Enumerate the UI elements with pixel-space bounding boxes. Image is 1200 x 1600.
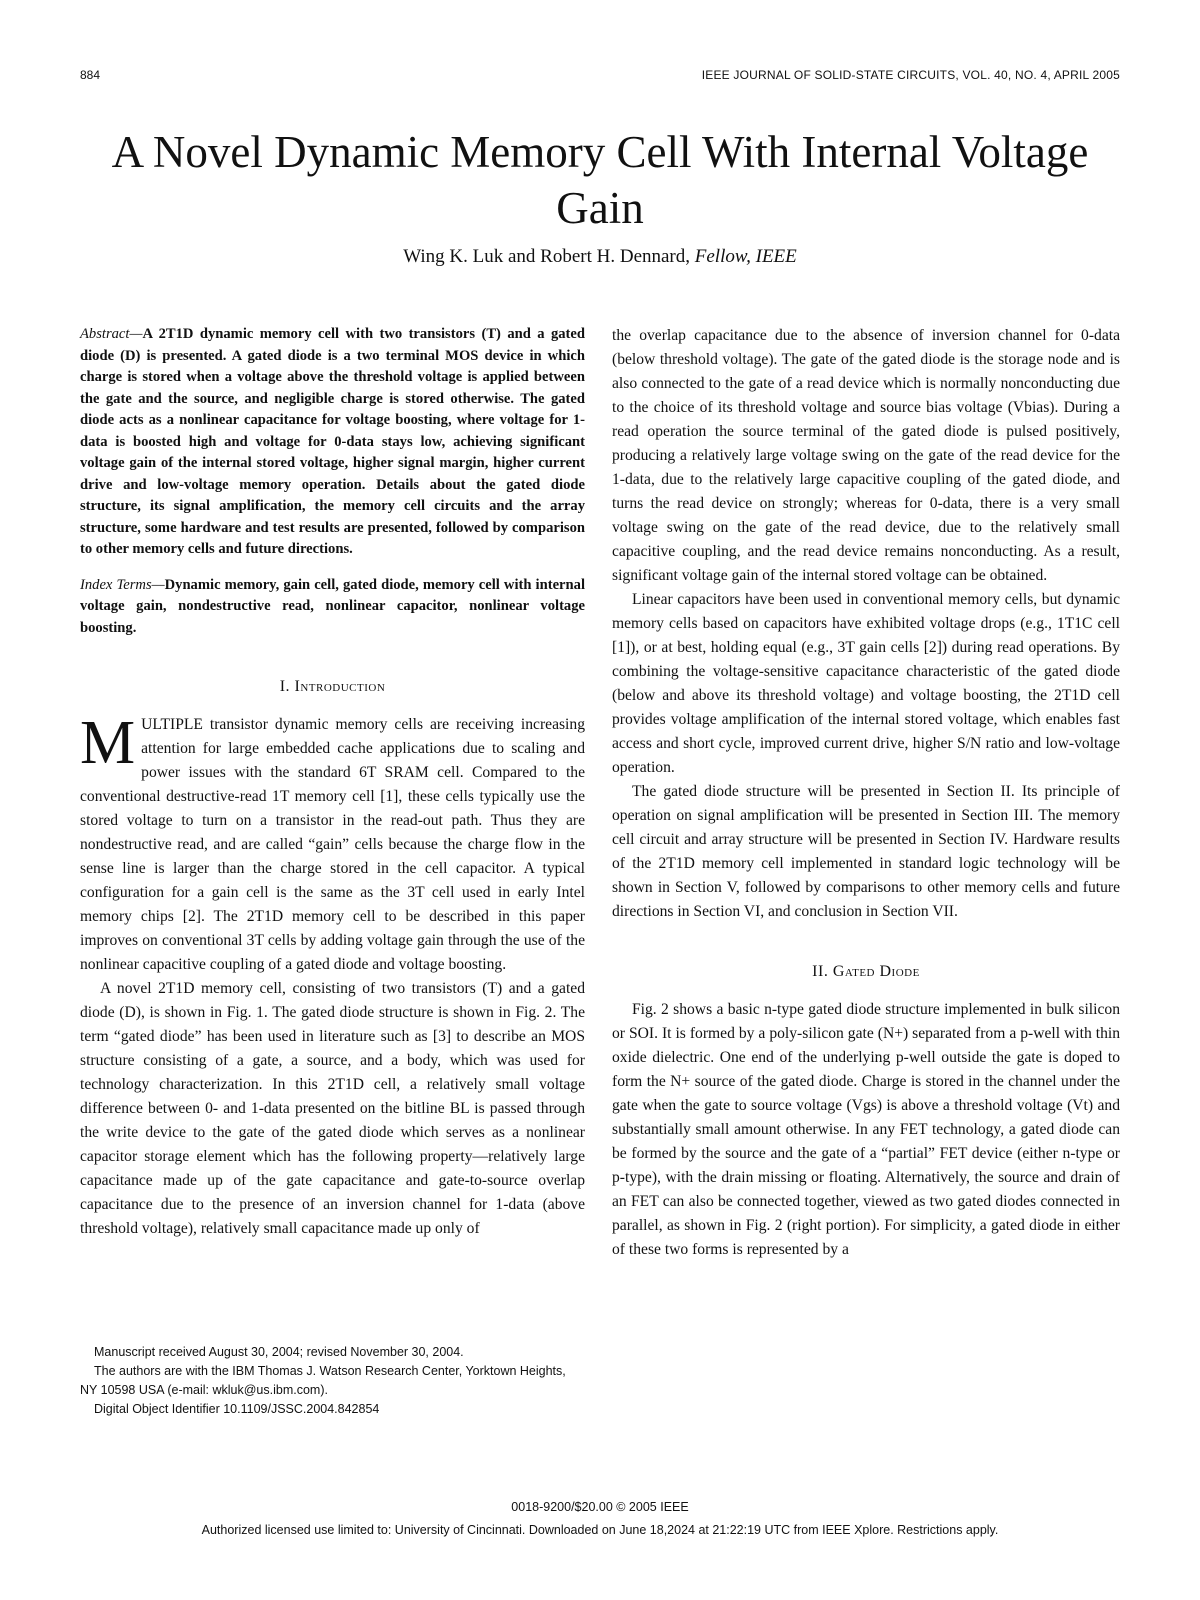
abstract-lead: Abstract— xyxy=(80,326,143,342)
abstract-text: A 2T1D dynamic memory cell with two transistors (T) and a gated diode (D) is presented. A gated diode is a two terminal MOS device in which charge is stored when a voltage above the threshold voltage is applied between the gate and the source, and negligible charge is stored otherwise. The gated diode acts as a nonlinear capacitance for voltage boosting, where voltage for 1-data is boosted high and voltage for 0-data stays low, achieving significant voltage gain of the internal stored voltage, higher signal margin, higher current drive and low-voltage memory operation. Details about the gated diode structure, its signal amplification, the memory cell circuits and the array structure, some hardware and test results are presented, followed by comparison to other memory cells and future directions. xyxy=(80,326,585,557)
footnote-affiliation: The authors are with the IBM Thomas J. Watson Research Center, Yorktown Heights, NY 10598 USA (e-mail: wkluk@us.ibm.com). xyxy=(80,1364,566,1397)
drop-cap: M xyxy=(80,709,136,777)
section-heading-introduction: I. Introduction xyxy=(279,678,386,695)
footnote-doi: Digital Object Identifier 10.1109/JSSC.2004.842854 xyxy=(94,1402,380,1416)
journal-header: IEEE JOURNAL OF SOLID-STATE CIRCUITS, VOL. 40, NO. 4, APRIL 2005 xyxy=(701,68,1120,82)
left-column xyxy=(80,324,585,1241)
section-heading-gated-diode: II. Gated Diode xyxy=(812,963,920,980)
footnotes xyxy=(80,1343,585,1419)
intro-paragraph-2-continued: the overlap capacitance due to the absence of inversion channel for 0-data (below threshold voltage). The gate of the gated diode is the storage node and is also connected to the gate of a read device which is normally nonconducting due to the choice of its threshold voltage and source bias voltage (Vbias). During a read operation the source terminal of the gated diode is pulsed positively, producing a relatively large voltage swing on the gate of the read device for the 1-data, due to the relatively large capacitive coupling of the gated diode, and turns the read device on strongly; whereas for 0-data, there is a very small voltage swing on the gate of the read device, due to the relatively small capacitive coupling, and the read device remains nonconducting. As a result, significant voltage gain of the internal stored voltage can be obtained. xyxy=(612,327,1120,584)
index-terms xyxy=(80,575,585,640)
intro-paragraph-3: Linear capacitors have been used in conventional memory cells, but dynamic memory cells based on capacitors have exhibited voltage drops (e.g., 1T1C cell [1]), or at best, holding equal (e.g., 3T gain cells [2]) during read operations. By combining the voltage-sensitive capacitance characteristic of the gated diode (below and above its threshold voltage) and voltage boosting, the 2T1D cell provides voltage amplification of the internal stored voltage, which enables fast access and short cycle, improved current drive, higher S/N ratio and low-voltage operation. xyxy=(612,591,1120,776)
paper-title: A Novel Dynamic Memory Cell With Internal Voltage Gain xyxy=(111,127,1089,233)
copyright-line: 0018-9200/$20.00 © 2005 IEEE xyxy=(511,1500,689,1514)
footnote-received: Manuscript received August 30, 2004; revised November 30, 2004. xyxy=(94,1345,464,1359)
right-column xyxy=(612,324,1120,1262)
author-line xyxy=(80,246,1120,268)
author-fellow: Fellow, IEEE xyxy=(694,246,797,267)
intro-paragraph-4: The gated diode structure will be presented in Section II. Its principle of operation on signal amplification will be presented in Section III. The memory cell circuit and array structure will be presented in Section IV. Hardware results of the 2T1D memory cell implemented in standard logic technology will be shown in Section V, followed by comparisons to other memory cells and future directions in Section VI, and conclusion in Section VII. xyxy=(612,783,1120,920)
index-terms-lead: Index Terms— xyxy=(80,576,165,593)
license-line: Authorized licensed use limited to: University of Cincinnati. Downloaded on June 18,2024 at 21:22:19 UTC from IEEE Xplore. Restrictions apply. xyxy=(201,1523,999,1537)
intro-paragraph-1 xyxy=(80,709,585,977)
intro-paragraph-1-text: ULTIPLE transistor dynamic memory cells are receiving increasing attention for large embedded cache applications due to scaling and power issues with the standard 6T SRAM cell. Compared to the conventional destructive-read 1T memory cell [1], these cells typically use the stored voltage to turn on a transistor in the read-out path. Thus they are nondestructive read, and are called “gain” cells because the charge flow in the sense line is larger than the charge stored in the cell capacitor. A typical configuration for a gain cell is the same as the 3T cell used in early Intel memory chips [2]. The 2T1D memory cell to be described in this paper improves on conventional 3T cells by adding voltage gain through the use of the nonlinear capacitive coupling of a gated diode and voltage boosting. xyxy=(80,716,585,973)
index-terms-text: Dynamic memory, gain cell, gated diode, memory cell with internal voltage gain, nondestructive read, nonlinear capacitor, nonlinear voltage boosting. xyxy=(80,576,585,636)
intro-paragraph-2: A novel 2T1D memory cell, consisting of two transistors (T) and a gated diode (D), is shown in Fig. 1. The gated diode structure is shown in Fig. 2. The term “gated diode” has been used in literature such as [3] to describe an MOS structure consisting of a gate, a source, and a body, which was used for technology characterization. In this 2T1D cell, a relatively small voltage difference between 0- and 1-data presented on the bitline BL is passed through the write device to the gate of the gated diode which serves as a nonlinear capacitor storage element which has the following property—relatively large capacitance made up of the gate capacitance and gate-to-source overlap capacitance due to the presence of an inversion channel for 1-data (above threshold voltage), relatively small capacitance made up only of xyxy=(80,980,585,1237)
abstract xyxy=(80,324,585,561)
gated-diode-paragraph-1: Fig. 2 shows a basic n-type gated diode structure implemented in bulk silicon or SOI. It is formed by a poly-silicon gate (N+) separated from a p-well with thin oxide dielectric. One end of the underlying p-well outside the gate is doped to form the N+ source of the gated diode. Charge is stored in the channel under the gate when the gate to source voltage (Vgs) is above a threshold voltage (Vt) and substantially small amount otherwise. In any FET technology, a gated diode can be formed by the source and the gate of a “partial” FET device (either n-type or p-type), with the drain missing or floating. Alternatively, the source and drain of an FET can also be connected together, viewed as two gated diodes connected in parallel, as shown in Fig. 2 (right portion). For simplicity, a gated diode in either of these two forms is represented by a xyxy=(612,1001,1120,1258)
page-number: 884 xyxy=(80,68,101,82)
author-names: Wing K. Luk and Robert H. Dennard, xyxy=(403,246,691,267)
